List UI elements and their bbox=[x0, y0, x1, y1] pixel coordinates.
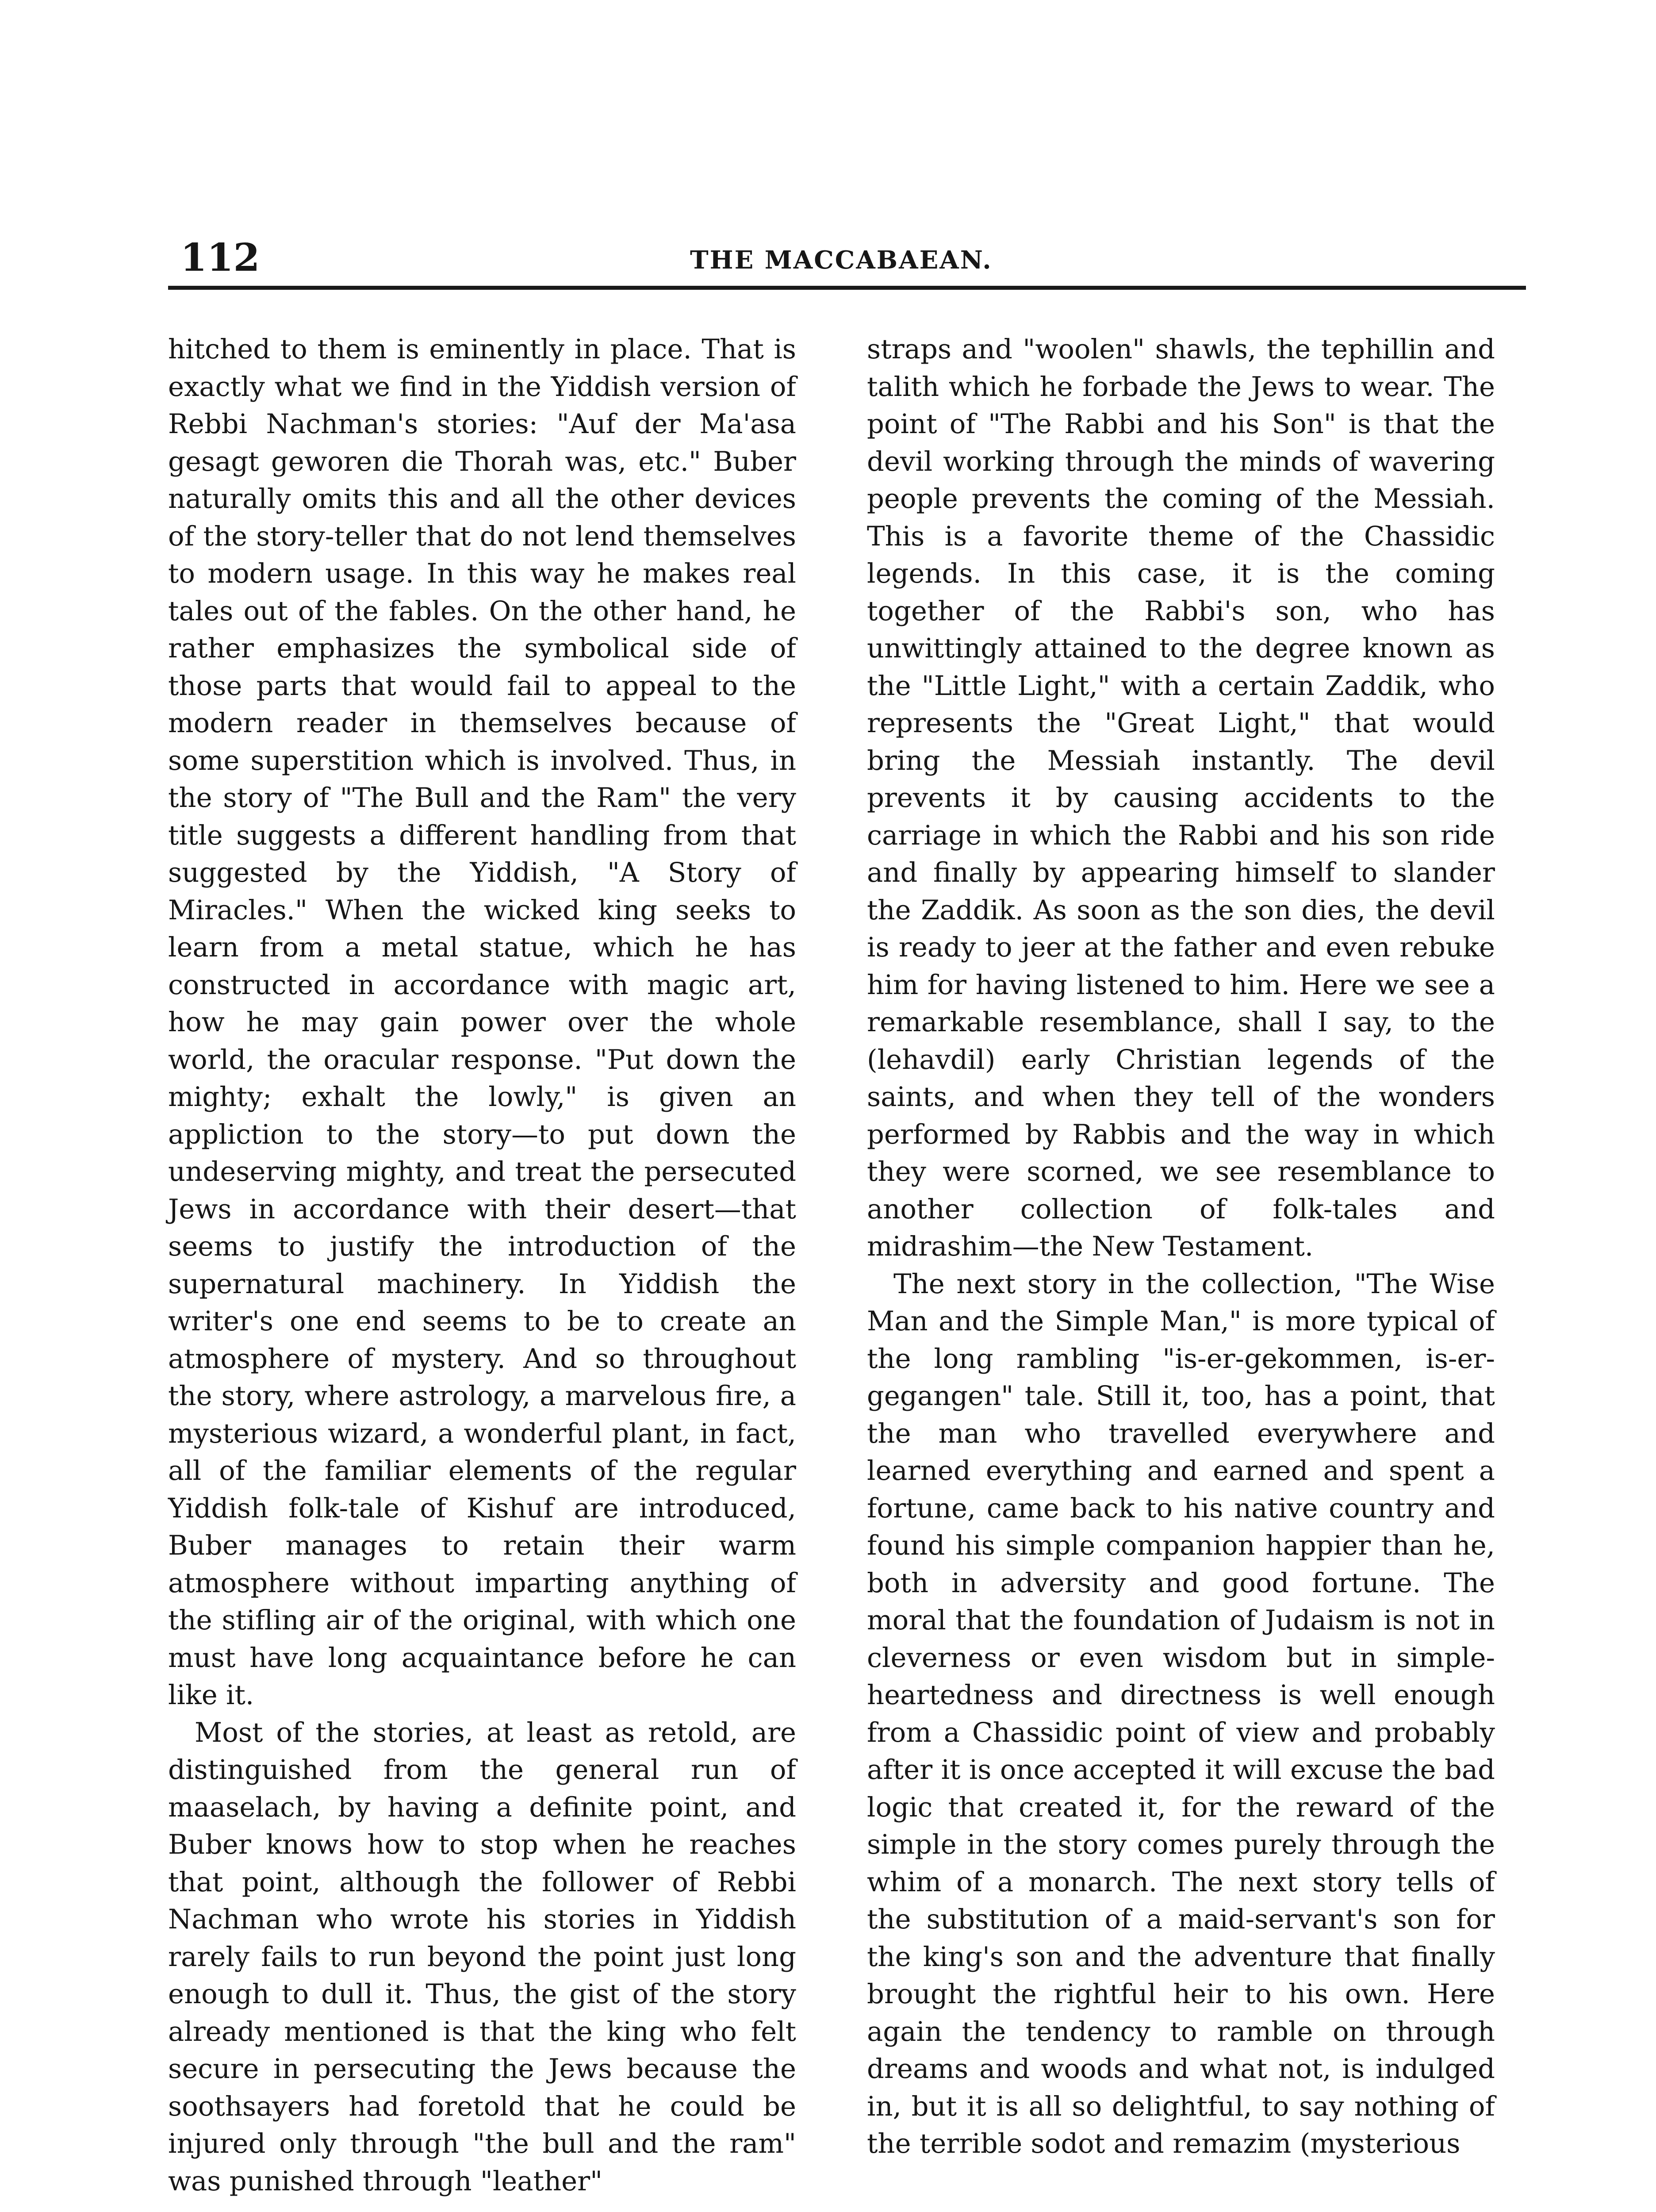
left-paragraph-1: hitched to them is eminently in place. That is exactly what we find in the Yiddish version of Rebbi Nachman's stories: "Auf der Ma'asa gesagt geworen die Thorah was, etc." Buber naturally omits this and all the other devices of the story-teller that do not lend themselves to modern usage. In this way he makes real tales out of the fables. On the other hand, he rather emphasizes the symbolical side of those parts that would fail to appeal to the modern reader in themselves because of some superstition which is involved. Thus, in the story of "The Bull and the Ram" the very title suggests a different handling from that suggested by the Yiddish, "A Story of Miracles." When the wicked king seeks to learn from a metal statue, which he has constructed in accordance with magic art, how he may gain power over the whole world, the oracular response. "Put down the mighty; exhalt the lowly," is given an appliction to the story—to put down the undeserving mighty, and treat the persecuted Jews in accordance with their desert—that seems to justify the introduction of the supernatural machinery. In Yiddish the writer's one end seems to be to create an atmosphere of mystery. And so throughout the story, where astrology, a marvelous fire, a mysterious wizard, a wonderful plant, in fact, all of the familiar elements of the regular Yiddish folk-tale of Kishuf are introduced, Buber manages to retain their warm atmosphere without imparting anything of the stifling air of the original, with which one must have long acquaintance before he can like it. bbox=[168, 334, 796, 1711]
running-head: THE MACCABAEAN. bbox=[690, 246, 993, 275]
header-rule bbox=[168, 286, 1526, 290]
page-number: 112 bbox=[180, 235, 260, 280]
right-paragraph-2: The next story in the collection, "The Wise Man and the Simple Man," is more typical of the long rambling "is-er-gekommen, is-er-gegangen" tale. Still it, too, has a point, that the man who travelled everywhere and learned everything and earned and spent a fortune, came back to his native country and found his simple companion happier than he, both in adversity and good fortune. The moral that the foundation of Judaism is not in cleverness or even wisdom but in simple-heartedness and directness is well enough from a Chassidic point of view and probably after it is once accepted it will excuse the bad logic that created it, for the reward of the simple in the story comes purely through the whim of a monarch. The next story tells of the substitution of a maid-servant's son for the king's son and the adventure that finally brought the rightful heir to his own. Here again the tendency to ramble on through dreams and woods and what not, is indulged in, but it is all so delightful, to say nothing of the terrible sodot and remazim (mysterious bbox=[867, 1268, 1495, 2159]
right-paragraph-1: straps and "woolen" shawls, the tephillin and talith which he forbade the Jews to wear. The point of "The Rabbi and his Son" is that the devil working through the minds of wavering people prevents the coming of the Messiah. This is a favorite theme of the Chassidic legends. In this case, it is the coming together of the Rabbi's son, who has unwittingly attained to the degree known as the "Little Light," with a certain Zaddik, who represents the "Great Light," that would bring the Messiah instantly. The devil prevents it by causing accidents to the carriage in which the Rabbi and his son ride and finally by appearing himself to slander the Zaddik. As soon as the son dies, the devil is ready to jeer at the father and even rebuke him for having listened to him. Here we see a remarkable resemblance, shall I say, to the (lehavdil) early Christian legends of the saints, and when they tell of the wonders performed by Rabbis and the way in which they were scorned, we see resemblance to another collection of folk-tales and midrashim—the New Testament. bbox=[867, 334, 1495, 1262]
right-column bbox=[867, 331, 1495, 2163]
left-paragraph-2: Most of the stories, at least as retold, are distinguished from the general run of maaselach, by having a definite point, and Buber knows how to stop when he reaches that point, although the follower of Rebbi Nachman who wrote his stories in Yiddish rarely fails to run beyond the point just long enough to dull it. Thus, the gist of the story already mentioned is that the king who felt secure in persecuting the Jews because the soothsayers had foretold that he could be injured only through "the bull and the ram" was punished through "leather" bbox=[168, 1717, 796, 2197]
left-column bbox=[168, 331, 796, 2200]
